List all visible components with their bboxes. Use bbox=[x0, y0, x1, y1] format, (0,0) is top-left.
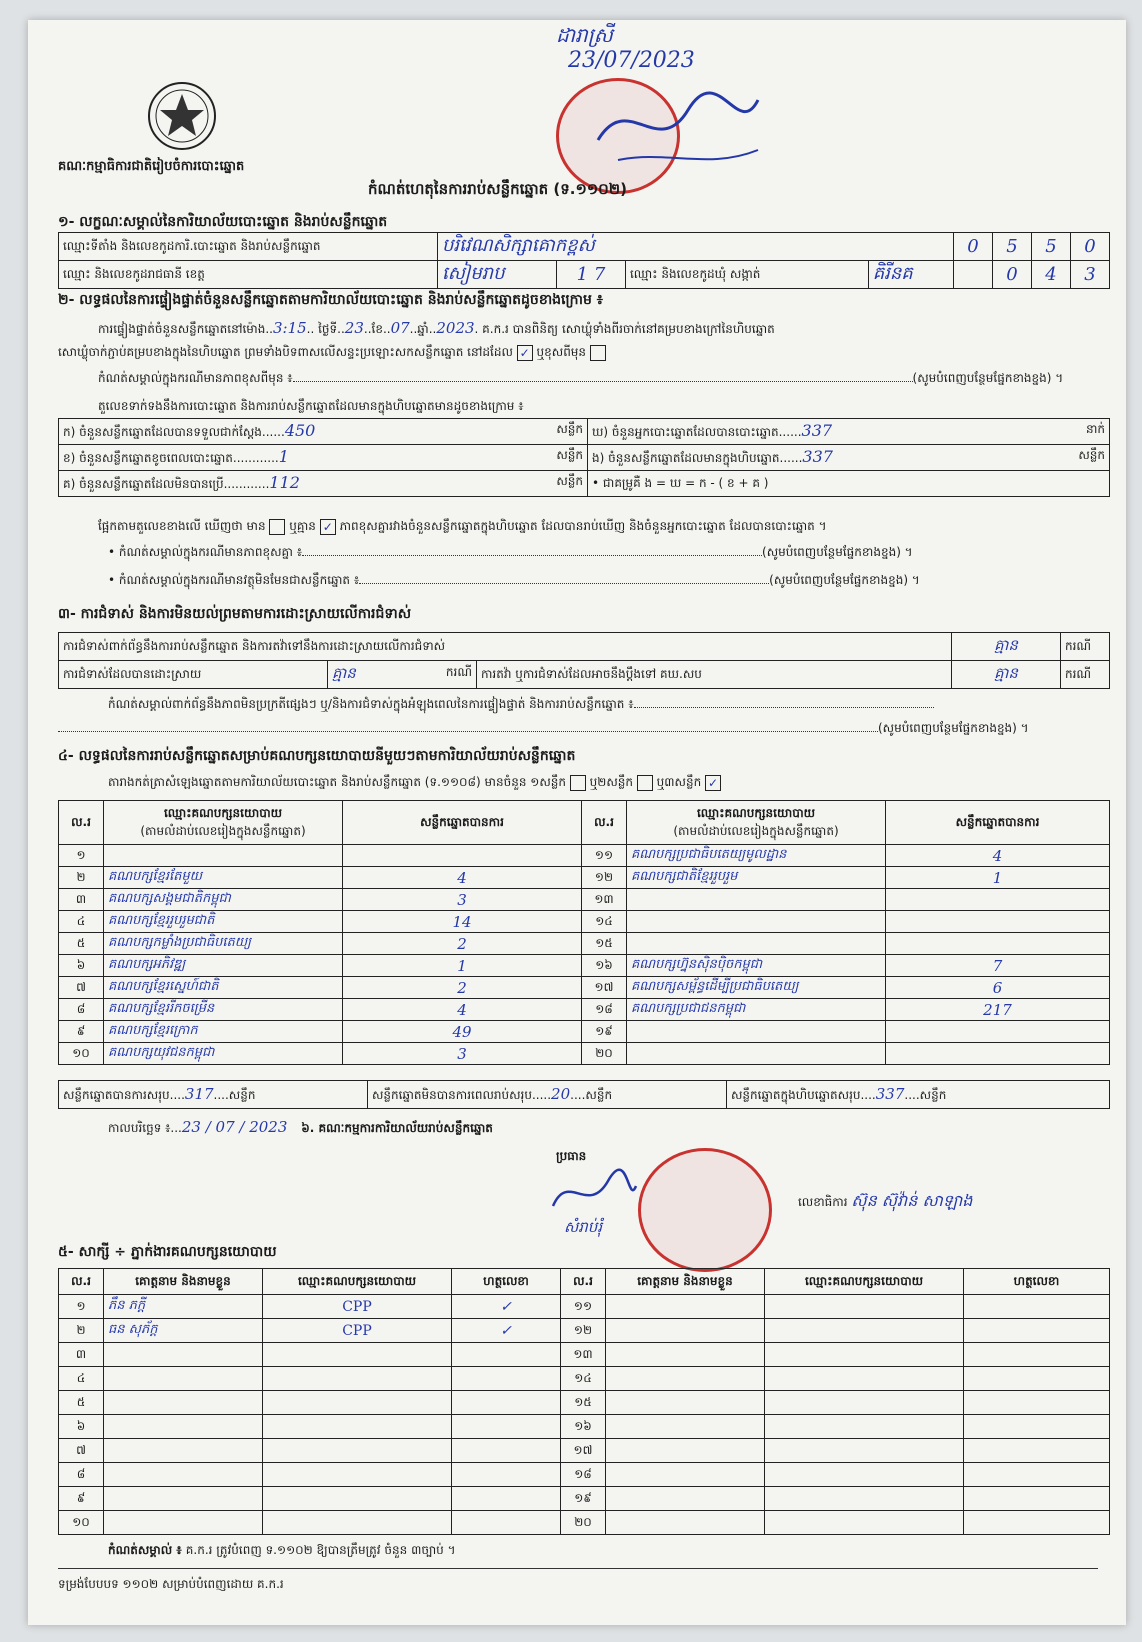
section-4-intro: តារាងកត់ត្រាសំឡេងឆ្នោតតាមការិយាល័យបោះឆ្នោត និងរាប់សន្លឹកឆ្នោត (ទ.១១០៨) មានចំនួន ១សន្លឹក ឬ២សន្លឹក ឬ៣សន្លឹក ✓ bbox=[108, 774, 721, 792]
w-col-sign-2: ហត្ថលេខា bbox=[964, 1269, 1110, 1295]
party-cell-votes: 2 bbox=[343, 977, 582, 999]
commune-digit-3: 4 bbox=[1032, 261, 1071, 289]
label-polling-station: ឈ្មោះទីតាំង និងលេខកូដការិ.បោះឆ្នោត និងរាប់សន្លឹកឆ្នោត bbox=[59, 233, 438, 261]
complaints-value-3: គ្មាន bbox=[952, 661, 1061, 689]
checkbox-3-pages[interactable]: ✓ bbox=[705, 775, 721, 791]
section-2-intro-2: សោឃ្លុំចាក់ភ្ជាប់គម្របខាងក្នុងនៃហិបឆ្នោត ព្រមទាំងបិទពាសលើសន្ទះប្រឡោះសកសន្លឹកឆ្នោត នៅដដែល ✓ ឬខុសពីមុន bbox=[58, 344, 606, 362]
col-no-2: ល.រ bbox=[582, 801, 627, 845]
witness-cell-empty bbox=[606, 1415, 765, 1439]
col-no: ល.រ bbox=[59, 801, 104, 845]
handwritten-receipt-date: 23/07/2023 bbox=[568, 48, 695, 73]
witness-cell-party bbox=[263, 1487, 452, 1511]
party-row bbox=[59, 977, 1110, 999]
col-party-2: ឈ្មោះគណបក្សនយោបាយ (តាមលំដាប់លេខរៀងក្នុងសន្លឹកឆ្នោត) bbox=[627, 801, 886, 845]
witness-cell-empty bbox=[964, 1343, 1110, 1367]
party-cell-votes2 bbox=[886, 1043, 1110, 1065]
party-row bbox=[59, 911, 1110, 933]
chief-label: ប្រធាន bbox=[556, 1149, 587, 1163]
note-line-2: • កំណត់សម្គាល់ក្នុងករណីមានភាពខុសគ្នា ៖ (សូមបំពេញបន្ថែមផ្នែកខាងខ្នង) ។ bbox=[108, 545, 913, 559]
ballot-counts-table bbox=[58, 418, 1110, 497]
complaints-label-3: ការតវ៉ា ឬការជំទាស់ដែលអាចនឹងប្តឹងទៅ គឃ.សប bbox=[477, 661, 952, 689]
party-row bbox=[59, 867, 1110, 889]
checkbox-same[interactable]: ✓ bbox=[517, 345, 533, 361]
witness-cell-empty bbox=[964, 1487, 1110, 1511]
witness-cell-name bbox=[104, 1439, 263, 1463]
witness-row bbox=[59, 1463, 1110, 1487]
count-a-label: ក) ចំនួនសន្លឹកឆ្នោតដែលបានទទួលជាក់ស្តែង......450 សន្លឹក bbox=[59, 419, 588, 445]
witness-cell-name bbox=[104, 1343, 263, 1367]
witness-cell-no: ១ bbox=[59, 1295, 104, 1319]
checkbox-none[interactable]: ✓ bbox=[320, 519, 336, 535]
party-cell-no2: ២០ bbox=[582, 1043, 627, 1065]
complaints-value-1: គ្មាន bbox=[952, 633, 1061, 661]
party-cell-no2: ១១ bbox=[582, 845, 627, 867]
witness-cell-sign bbox=[452, 1487, 561, 1511]
party-row bbox=[59, 955, 1110, 977]
witness-cell-name bbox=[104, 1415, 263, 1439]
official-stamp-bottom bbox=[638, 1148, 772, 1272]
party-cell-votes2: 1 bbox=[886, 867, 1110, 889]
w-col-no-2: ល.រ bbox=[561, 1269, 606, 1295]
witness-cell-empty bbox=[765, 1295, 964, 1319]
party-cell-party: គណបក្សខ្មែរក្រោក bbox=[104, 1021, 343, 1043]
checkbox-has[interactable] bbox=[269, 519, 285, 535]
section-1-table bbox=[58, 232, 1110, 289]
witness-cell-party bbox=[263, 1367, 452, 1391]
w-col-sign: ហត្ថលេខា bbox=[452, 1269, 561, 1295]
witness-cell-empty bbox=[964, 1367, 1110, 1391]
year-value: 2023 bbox=[436, 319, 475, 337]
party-cell-no: ១០ bbox=[59, 1043, 104, 1065]
unit-cases-3: ករណី bbox=[1061, 661, 1110, 689]
label-commune: ឈ្មោះ និងលេខកូដឃុំ សង្កាត់ bbox=[626, 261, 869, 289]
witness-cell-no2: ១៨ bbox=[561, 1463, 606, 1487]
witness-cell-empty bbox=[765, 1463, 964, 1487]
section-4-heading: ៤- លទ្ធផលនៃការរាប់សន្លឹកឆ្នោតសម្រាប់គណបក្សនយោបាយនីមួយៗតាមការិយាល័យរាប់សន្លឹកឆ្នោត bbox=[58, 748, 576, 764]
party-cell-party: គណបក្សខ្មែររីកចម្រើន bbox=[104, 999, 343, 1021]
code-digit-3: 5 bbox=[1032, 233, 1071, 261]
witness-cell-party: CPP bbox=[263, 1319, 452, 1343]
signature-top bbox=[588, 80, 768, 170]
label-province: ឈ្មោះ និងលេខកូដរាជធានី ខេត្ត bbox=[59, 261, 438, 289]
party-cell-votes: 14 bbox=[343, 911, 582, 933]
count-d-label: ឃ) ចំនួនអ្នកបោះឆ្នោតដែលបានបោះឆ្នោត......337 នាក់ bbox=[588, 419, 1110, 445]
col-votes: សន្លឹកឆ្នោតបានការ bbox=[343, 801, 582, 845]
w-col-party-2: ឈ្មោះគណបក្សនយោបាយ bbox=[765, 1269, 964, 1295]
witness-cell-no2: ១៥ bbox=[561, 1391, 606, 1415]
party-row bbox=[59, 999, 1110, 1021]
footer-note: កំណត់សម្គាល់ ៖ គ.ក.រ ត្រូវបំពេញ ទ.១១០២ ឱ្យបានត្រឹមត្រូវ ចំនួន ៣ច្បាប់ ។ bbox=[108, 1543, 456, 1557]
party-cell-votes2: 217 bbox=[886, 999, 1110, 1021]
witness-row bbox=[59, 1487, 1110, 1511]
party-cell-no: ៧ bbox=[59, 977, 104, 999]
section-2-intro: ការផ្ទៀងផ្ទាត់ចំនួនសន្លឹកឆ្នោតនៅម៉ោង..3:15.. ថ្ងៃទី..23..ខែ..07..ឆ្នាំ..2023. គ.ក.រ បានពិនិត្យ សោឃ្លុំទាំងពីរចាក់នៅគម្របខាងក្រៅនៃហិបឆ្នោត bbox=[98, 319, 775, 337]
witness-cell-sign bbox=[452, 1415, 561, 1439]
party-cell-no2: ១៧ bbox=[582, 977, 627, 999]
witness-row bbox=[59, 1367, 1110, 1391]
witness-cell-name bbox=[104, 1487, 263, 1511]
commune-digit-1 bbox=[954, 261, 993, 289]
party-row bbox=[59, 889, 1110, 911]
party-cell-votes2 bbox=[886, 889, 1110, 911]
witness-cell-empty bbox=[964, 1463, 1110, 1487]
count-formula: • ជាគម្រូគឺ ង = ឃ = ក - ( ខ + គ ) bbox=[588, 471, 1110, 497]
witness-cell-empty bbox=[964, 1391, 1110, 1415]
witness-cell-empty bbox=[765, 1319, 964, 1343]
party-cell-votes2 bbox=[886, 911, 1110, 933]
witness-cell-name: ធន សុភ័ក្ត bbox=[104, 1319, 263, 1343]
witness-cell-party bbox=[263, 1391, 452, 1415]
w-col-party: ឈ្មោះគណបក្សនយោបាយ bbox=[263, 1269, 452, 1295]
complaints-label-1: ការជំទាស់ពាក់ព័ន្ធនឹងការរាប់សន្លឹកឆ្នោត និងការតវ៉ាទៅនឹងការដោះស្រាយលើការជំទាស់ bbox=[59, 633, 952, 661]
witness-cell-empty bbox=[765, 1367, 964, 1391]
commune-name: គិរីនគ bbox=[868, 261, 953, 289]
party-cell-party: គណបក្សខ្មែររួបរួមជាតិ bbox=[104, 911, 343, 933]
witness-cell-no: ៩ bbox=[59, 1487, 104, 1511]
w-col-name: គោត្តនាម និងនាមខ្លួន bbox=[104, 1269, 263, 1295]
party-cell-party: គណបក្សអភិវឌ្ឍ bbox=[104, 955, 343, 977]
witness-cell-empty bbox=[606, 1439, 765, 1463]
witness-cell-no2: ១១ bbox=[561, 1295, 606, 1319]
note-line-4: កំណត់សម្គាល់ពាក់ព័ន្ធនឹងភាពមិនប្រក្រតីផ្សេងៗ ឬ/និងការជំទាស់ក្នុងអំឡុងពេលនៃការផ្ទៀងផ្ទាត់ និងការរាប់សន្លឹកឆ្នោត ៖ bbox=[108, 696, 1108, 714]
secretary-label: លេខាធិការ ស៊ុន ស៊ុវ៉ាន់ សាឡាង bbox=[798, 1191, 973, 1210]
committee-name: គណៈកម្មាធិការជាតិរៀបចំការបោះឆ្នោត bbox=[58, 159, 245, 174]
party-cell-party: គណបក្សខ្មែរស្នេហ៍ជាតិ bbox=[104, 977, 343, 999]
witness-cell-no: ៦ bbox=[59, 1415, 104, 1439]
witness-cell-party bbox=[263, 1439, 452, 1463]
witness-cell-sign: ✓ bbox=[452, 1319, 561, 1343]
witness-cell-name: ភឹន ភក្តី bbox=[104, 1295, 263, 1319]
emblem-logo bbox=[146, 80, 218, 152]
party-cell-party2: គណបក្សប្រជាជនកម្ពុជា bbox=[627, 999, 886, 1021]
party-cell-no2: ១៥ bbox=[582, 933, 627, 955]
witness-cell-no2: ១៧ bbox=[561, 1439, 606, 1463]
witness-cell-empty bbox=[964, 1511, 1110, 1535]
witness-cell-sign: ✓ bbox=[452, 1295, 561, 1319]
handwritten-receipt-name: ដារាស្រី bbox=[556, 23, 613, 47]
witness-cell-sign bbox=[452, 1511, 561, 1535]
witness-cell-empty bbox=[765, 1439, 964, 1463]
party-cell-party2 bbox=[627, 889, 886, 911]
witness-cell-sign bbox=[452, 1463, 561, 1487]
chief-signature bbox=[548, 1166, 638, 1226]
party-cell-party bbox=[104, 845, 343, 867]
col-votes-2: សន្លឹកឆ្នោតបានការ bbox=[886, 801, 1110, 845]
witness-cell-empty bbox=[606, 1511, 765, 1535]
party-cell-votes: 4 bbox=[343, 999, 582, 1021]
witness-cell-no: ៨ bbox=[59, 1463, 104, 1487]
total-valid: សន្លឹកឆ្នោតបានការសរុប....317....សន្លឹក bbox=[59, 1081, 368, 1109]
complaints-label-2: ការជំទាស់ដែលបានដោះស្រាយ bbox=[59, 661, 328, 689]
witness-cell-sign bbox=[452, 1367, 561, 1391]
party-cell-no2: ១២ bbox=[582, 867, 627, 889]
w-col-no: ល.រ bbox=[59, 1269, 104, 1295]
code-digit-4: 0 bbox=[1071, 233, 1110, 261]
witness-cell-empty bbox=[765, 1391, 964, 1415]
witness-cell-empty bbox=[606, 1391, 765, 1415]
witness-cell-party bbox=[263, 1511, 452, 1535]
party-cell-votes: 4 bbox=[343, 867, 582, 889]
note-line-3: • កំណត់សម្គាល់ក្នុងករណីមានវត្ថុមិនមែនជាសន្លឹកឆ្នោត ៖ (សូមបំពេញបន្ថែមផ្នែកខាងខ្នង) ។ bbox=[108, 573, 920, 587]
note-line-5: (សូមបំពេញបន្ថែមផ្នែកខាងខ្នង) ។ bbox=[58, 720, 1029, 738]
footer-divider bbox=[58, 1568, 1098, 1569]
party-cell-no2: ១៣ bbox=[582, 889, 627, 911]
party-cell-votes bbox=[343, 845, 582, 867]
party-cell-no: ១ bbox=[59, 845, 104, 867]
party-cell-no: ៥ bbox=[59, 933, 104, 955]
party-cell-votes: 3 bbox=[343, 1043, 582, 1065]
party-cell-votes: 3 bbox=[343, 889, 582, 911]
month-value: 07 bbox=[390, 319, 410, 337]
witness-cell-party: CPP bbox=[263, 1295, 452, 1319]
party-cell-votes2: 6 bbox=[886, 977, 1110, 999]
party-cell-party2: គណបក្សប្រជាធិបតេយ្យមូលដ្ឋាន bbox=[627, 845, 886, 867]
witness-cell-party bbox=[263, 1415, 452, 1439]
checkbox-2-pages[interactable] bbox=[637, 775, 653, 791]
witness-row bbox=[59, 1391, 1110, 1415]
witness-cell-no: ៧ bbox=[59, 1439, 104, 1463]
party-cell-party2 bbox=[627, 911, 886, 933]
section-2-sub: តួលេខទាក់ទងនឹងការបោះឆ្នោត និងការរាប់សន្លឹកឆ្នោតដែលមានក្នុងហិបឆ្នោតមានដូចខាងក្រោម ៖ bbox=[98, 399, 524, 413]
section-5-heading: ៥- សាក្សី ÷ ភ្នាក់ងារគណបក្សនយោបាយ bbox=[58, 1244, 277, 1260]
checkbox-different[interactable] bbox=[590, 345, 606, 361]
witness-cell-name bbox=[104, 1511, 263, 1535]
chief-name: សំរាប់រុំ bbox=[564, 1218, 603, 1236]
total-invalid: សន្លឹកឆ្នោតមិនបានការពេលរាប់សរុប.....20....សន្លឹក bbox=[368, 1081, 727, 1109]
party-cell-party2 bbox=[627, 1021, 886, 1043]
witness-cell-sign bbox=[452, 1343, 561, 1367]
witness-cell-empty bbox=[964, 1319, 1110, 1343]
complaints-table bbox=[58, 632, 1110, 689]
count-b-label: ខ) ចំនួនសន្លឹកឆ្នោតខូចពេលបោះឆ្នោត............1 សន្លឹក bbox=[59, 445, 588, 471]
witness-row bbox=[59, 1439, 1110, 1463]
witness-cell-no: ៤ bbox=[59, 1367, 104, 1391]
party-cell-no: ៤ bbox=[59, 911, 104, 933]
witness-cell-no2: ១២ bbox=[561, 1319, 606, 1343]
ballot-count-form bbox=[28, 20, 1126, 1625]
totals-table bbox=[58, 1080, 1110, 1109]
note-line-1: កំណត់សម្គាល់ក្នុងករណីមានភាពខុសពីមុន ៖ (សូមបំពេញបន្ថែមផ្នែកខាងខ្នង) ។ bbox=[98, 371, 1064, 385]
witness-row bbox=[59, 1343, 1110, 1367]
party-cell-votes: 1 bbox=[343, 955, 582, 977]
count-c-label: គ) ចំនួនសន្លឹកឆ្នោតដែលមិនបានប្រើ............112 សន្លឹក bbox=[59, 471, 588, 497]
polling-station-name: បរិវេណសិក្សាគោកខ្ពស់ bbox=[438, 233, 954, 261]
witness-cell-empty bbox=[964, 1415, 1110, 1439]
comparison-line: ផ្អែកតាមតួលេខខាងលើ ឃើញថា មាន ឬគ្មាន ✓ ភាពខុសគ្នារវាងចំនួនសន្លឹកឆ្នោតក្នុងហិបឆ្នោត ដែលបានរាប់ឃើញ និងចំនួនអ្នកបោះឆ្នោត ដែលបានបោះឆ្នោត ។ bbox=[98, 519, 827, 534]
complaints-value-2: គ្មាន ករណី bbox=[328, 661, 477, 689]
witness-cell-party bbox=[263, 1463, 452, 1487]
witness-cell-empty bbox=[765, 1415, 964, 1439]
witness-row bbox=[59, 1511, 1110, 1535]
col-party: ឈ្មោះគណបក្សនយោបាយ (តាមលំដាប់លេខរៀងក្នុងសន្លឹកឆ្នោត) bbox=[104, 801, 343, 845]
party-cell-party2 bbox=[627, 1043, 886, 1065]
witness-cell-no: ១០ bbox=[59, 1511, 104, 1535]
unit-cases-1: ករណី bbox=[1061, 633, 1110, 661]
witness-cell-empty bbox=[606, 1295, 765, 1319]
commune-digit-4: 3 bbox=[1071, 261, 1110, 289]
witness-cell-no2: ១៤ bbox=[561, 1367, 606, 1391]
witness-cell-no2: ១៩ bbox=[561, 1487, 606, 1511]
witness-cell-empty bbox=[964, 1439, 1110, 1463]
party-cell-no: ២ bbox=[59, 867, 104, 889]
party-cell-no: ៩ bbox=[59, 1021, 104, 1043]
form-title: កំណត់ហេតុនៃការរាប់សន្លឹកឆ្នោត (ទ.១១០២) bbox=[368, 180, 628, 198]
section-1-heading: ១- លក្ខណៈសម្គាល់នៃការិយាល័យបោះឆ្នោត និងរាប់សន្លឹកឆ្នោត bbox=[58, 214, 388, 230]
witness-cell-name bbox=[104, 1391, 263, 1415]
party-row bbox=[59, 1021, 1110, 1043]
witness-cell-name bbox=[104, 1463, 263, 1487]
witness-cell-empty bbox=[606, 1463, 765, 1487]
checkbox-1-page[interactable] bbox=[570, 775, 586, 791]
party-cell-no: ៣ bbox=[59, 889, 104, 911]
count-e-label: ង) ចំនួនសន្លឹកឆ្នោតដែលមានក្នុងហិបឆ្នោត......337 សន្លឹក bbox=[588, 445, 1110, 471]
party-cell-votes: 49 bbox=[343, 1021, 582, 1043]
witness-cell-name bbox=[104, 1367, 263, 1391]
party-cell-votes2: 4 bbox=[886, 845, 1110, 867]
commune-digit-2: 0 bbox=[993, 261, 1032, 289]
witness-cell-party bbox=[263, 1343, 452, 1367]
province-name: សៀមរាប bbox=[438, 261, 557, 289]
witness-cell-empty bbox=[606, 1343, 765, 1367]
form-version: ទម្រង់បែបបទ ១១០២ សម្រាប់បំពេញដោយ គ.ក.រ bbox=[58, 1577, 284, 1591]
party-cell-party: គណបក្សយុវជនកម្ពុជា bbox=[104, 1043, 343, 1065]
party-cell-no2: ១៦ bbox=[582, 955, 627, 977]
party-cell-votes2 bbox=[886, 933, 1110, 955]
party-cell-no: ៨ bbox=[59, 999, 104, 1021]
witness-row bbox=[59, 1319, 1110, 1343]
party-cell-party: គណបក្សសង្គមជាតិកម្ពុជា bbox=[104, 889, 343, 911]
party-results-table bbox=[58, 800, 1110, 1065]
witness-cell-empty bbox=[765, 1343, 964, 1367]
witness-cell-no: ៥ bbox=[59, 1391, 104, 1415]
party-cell-party2 bbox=[627, 933, 886, 955]
party-cell-party2: គណបក្សហ្វ៊ុនស៊ិនប៉ិចកម្ពុជា bbox=[627, 955, 886, 977]
witness-cell-sign bbox=[452, 1439, 561, 1463]
section-3-heading: ៣- ការជំទាស់ និងការមិនយល់ព្រមតាមការដោះស្រាយលើការជំទាស់ bbox=[58, 606, 412, 622]
party-row bbox=[59, 1043, 1110, 1065]
witness-row bbox=[59, 1415, 1110, 1439]
province-code: 1 7 bbox=[557, 261, 626, 289]
party-cell-party2: គណបក្សជាតិខ្មែររួបរួម bbox=[627, 867, 886, 889]
party-cell-party2: គណបក្សសម្ព័ន្ធដើម្បីប្រជាធិបតេយ្យ bbox=[627, 977, 886, 999]
party-cell-party: គណបក្សខ្មែរតែមួយ bbox=[104, 867, 343, 889]
date-line: កាលបរិច្ឆេទ ៖...23 / 07 / 2023 ៦. គណៈកម្មការការិយាល័យរាប់សន្លឹកឆ្នោត bbox=[108, 1118, 493, 1136]
party-row bbox=[59, 845, 1110, 867]
witness-cell-no2: ១៣ bbox=[561, 1343, 606, 1367]
witness-cell-empty bbox=[606, 1487, 765, 1511]
witness-cell-empty bbox=[606, 1367, 765, 1391]
witness-row bbox=[59, 1295, 1110, 1319]
party-row bbox=[59, 933, 1110, 955]
total-in-box: សន្លឹកឆ្នោតក្នុងហិបឆ្នោតសរុប....337....សន្លឹក bbox=[727, 1081, 1110, 1109]
witness-cell-empty bbox=[765, 1487, 964, 1511]
witness-cell-no: ៣ bbox=[59, 1343, 104, 1367]
party-cell-votes: 2 bbox=[343, 933, 582, 955]
witness-cell-no2: ២០ bbox=[561, 1511, 606, 1535]
day-value: 23 bbox=[344, 319, 364, 337]
witness-cell-empty bbox=[606, 1319, 765, 1343]
party-cell-votes2: 7 bbox=[886, 955, 1110, 977]
witness-cell-sign bbox=[452, 1391, 561, 1415]
party-cell-no: ៦ bbox=[59, 955, 104, 977]
witness-cell-empty bbox=[964, 1295, 1110, 1319]
w-col-name-2: គោត្តនាម និងនាមខ្លួន bbox=[606, 1269, 765, 1295]
witness-table bbox=[58, 1268, 1110, 1535]
party-cell-votes2 bbox=[886, 1021, 1110, 1043]
section-2-heading: ២- លទ្ធផលនៃការផ្ទៀងផ្ទាត់ចំនួនសន្លឹកឆ្នោតតាមការិយាល័យបោះឆ្នោត និងរាប់សន្លឹកឆ្នោតដូចខាងក្រោម ៖ bbox=[58, 292, 603, 308]
party-cell-no2: ១៩ bbox=[582, 1021, 627, 1043]
witness-cell-empty bbox=[765, 1511, 964, 1535]
code-digit-1: 0 bbox=[954, 233, 993, 261]
code-digit-2: 5 bbox=[993, 233, 1032, 261]
party-cell-no2: ១៨ bbox=[582, 999, 627, 1021]
party-cell-no2: ១៤ bbox=[582, 911, 627, 933]
party-cell-party: គណបក្សកម្លាំងប្រជាធិបតេយ្យ bbox=[104, 933, 343, 955]
witness-cell-no: ២ bbox=[59, 1319, 104, 1343]
witness-cell-no2: ១៦ bbox=[561, 1415, 606, 1439]
time-value: 3:15 bbox=[272, 319, 307, 337]
